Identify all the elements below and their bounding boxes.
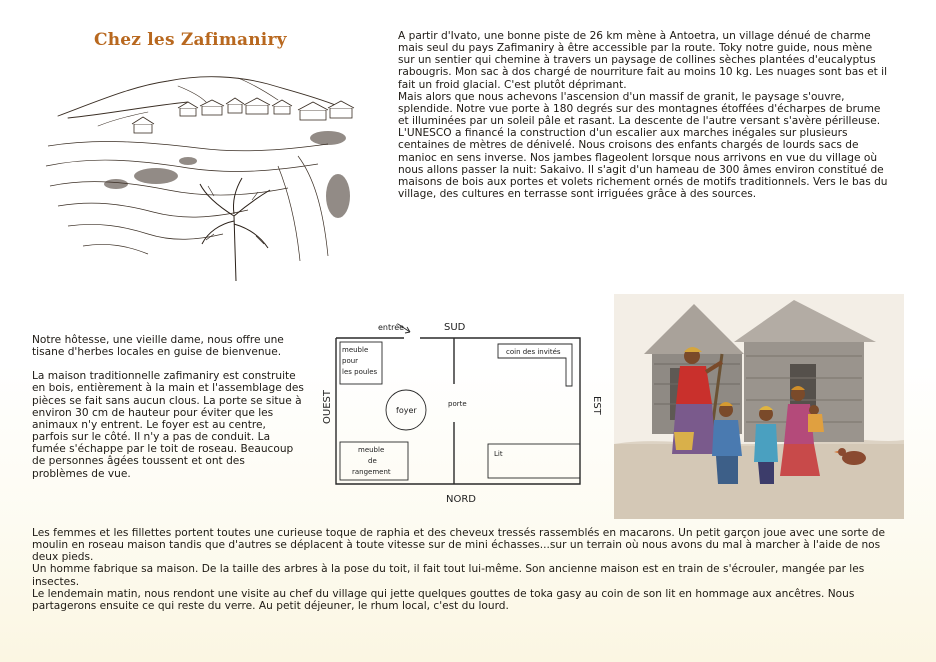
plan-label-ouest: OUEST	[322, 390, 333, 424]
plan-label-rangement: meuble	[358, 446, 385, 454]
plan-label-entree: entrée	[378, 323, 405, 332]
plan-label-poules: les poules	[342, 368, 378, 376]
house-floor-plan	[312, 314, 612, 509]
plan-label-porte: porte	[448, 400, 467, 408]
plan-label-est: EST	[591, 396, 602, 415]
plan-label-poules: pour	[342, 357, 359, 365]
intro-text	[398, 30, 890, 200]
village-watercolor	[614, 294, 904, 519]
bottom-paragraph: Un homme fabrique sa maison. De la taille des arbres à la pose du toit, il fait tout lui-même. Son ancienne maison est en train de s'écrouler, mangée par les insectes.	[32, 563, 865, 588]
page-title: Chez les Zafimaniry	[94, 30, 287, 50]
plan-label-sud: SUD	[444, 322, 466, 333]
hostess-paragraph: Notre hôtesse, une vieille dame, nous offre une tisane d'herbes locales en guise de bienvenue.	[32, 334, 284, 359]
landscape-sketch	[38, 56, 368, 286]
plan-label-poules: meuble	[342, 346, 369, 354]
plan-label-nord: NORD	[446, 494, 476, 505]
bottom-paragraph: Les femmes et les fillettes portent toutes une curieuse toque de raphia et des cheveux tressés rassemblés en macarons. Un petit garçon joue avec une sorte de moulin en roseau maison tandis que d'autres se déplacent à toute vitesse sur de mini échasses...sur un terrain où nous avons du mal à marcher à l'aide de nos deux pieds.	[32, 527, 885, 564]
house-paragraph: La maison traditionnelle zafimaniry est construite en bois, entièrement à la main et l'assemblage des pièces se fait sans aucun clous. La porte se situe à environ 30 cm de hauteur pour éviter que les animaux n'y entrent. Le foyer est au centre, parfois sur le côté. Il n'y a pas de conduit. La fumée s'échappe par le toit de roseau. Beaucoup de personnes âgées toussent et ont des problèmes de vue.	[32, 370, 304, 480]
plan-label-lit: Lit	[494, 450, 503, 458]
bottom-text	[32, 527, 904, 612]
plan-label-invites: coin des invités	[506, 348, 561, 356]
plan-label-rangement: rangement	[352, 468, 391, 476]
plan-label-foyer: foyer	[396, 406, 417, 415]
house-description	[32, 334, 304, 480]
intro-paragraph: Mais alors que nous achevons l'ascension d'un massif de granit, le paysage s'ouvre, splendide. Notre vue porte à 180 degrés sur des montagnes étoffées d'écharpes de brume et illuminées par un soleil pâle et rasant. La descente de l'autre versant s'avère périlleuse. L'UNESCO a financé la construction d'un escalier aux marches inégales sur plusieurs centaines de mètres de dénivelé. Nous croisons des enfants chargés de lourds sacs de manioc en sens inverse. Nos jambes flageolent lorsque nous arrivons en vue du village où nous allons passer la nuit: Sakaivo. Il s'agit d'un hameau de 300 âmes environ constitué de maisons de bois aux portes et volets richement ornés de motifs traditionnels. Vers le bas du village, des cultures en terrasse sont irriguées grâce à des sources.	[398, 90, 888, 201]
intro-paragraph: A partir d'Ivato, une bonne piste de 26 km mène à Antoetra, un village dénué de charme mais seul du pays Zafimaniry à être accessible par la route. Toky notre guide, nous mène sur un sentier qui chemine à travers un paysage de collines sèches plantées d'eucalyptus rabougris. Mon sac à dos chargé de nourriture fait au moins 10 kg. Les nuages sont bas et il fait un froid glacial. C'est plutôt déprimant.	[398, 30, 888, 91]
bottom-paragraph: Le lendemain matin, nous rendont une visite au chef du village qui jette quelques gouttes de toka gasy au coin de son lit en hommage aux ancêtres. Nous partagerons ensuite ce qui reste du verre. Au petit déjeuner, le rhum local, c'est du lourd.	[32, 587, 855, 612]
plan-label-rangement: de	[368, 457, 377, 465]
